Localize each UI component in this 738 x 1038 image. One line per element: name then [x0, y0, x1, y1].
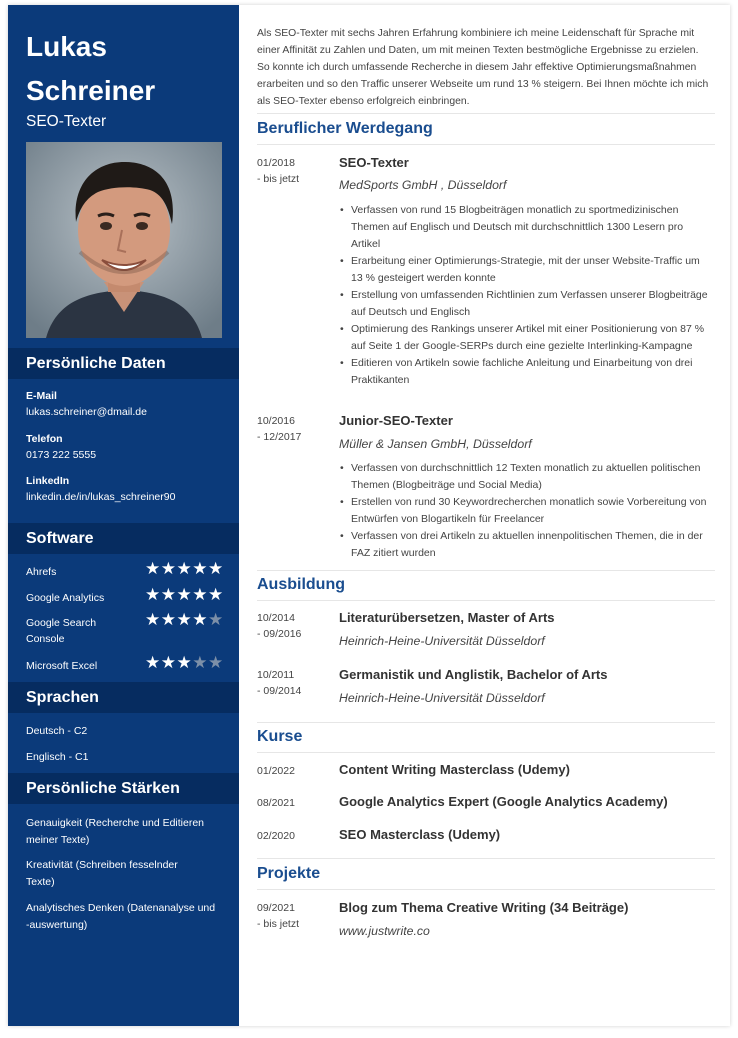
divider	[257, 858, 715, 859]
education-org: Heinrich-Heine-Universität Düsseldorf	[339, 634, 545, 648]
software-name: Google Analytics	[26, 592, 105, 604]
star-filled-icon: ★	[160, 559, 177, 579]
software-item	[26, 610, 226, 647]
star-filled-icon: ★	[145, 559, 161, 579]
sidebar	[8, 5, 239, 1026]
job-bullet: • Verfassen von durchschnittlich 12 Texten monatlich zu aktuellen politischen Themen (Blogbeiträge und Social Media)	[339, 460, 711, 494]
star-empty-icon: ★	[208, 653, 224, 673]
phone-label: Telefon	[26, 433, 63, 445]
project-link[interactable]: www.justwrite.co	[339, 924, 430, 938]
resume-page	[8, 5, 730, 1026]
job-date-to: - 12/2017	[257, 431, 302, 443]
star-filled-icon: ★	[145, 653, 161, 673]
education-date-from: 10/2014	[257, 612, 295, 624]
job-bullet: • Erarbeitung einer Optimierungs-Strategie, mit der unser Website-Traffic um 13 % gesteigert werden konnte	[339, 253, 711, 287]
star-filled-icon: ★	[145, 585, 161, 605]
job-date-from: 10/2016	[257, 415, 295, 427]
star-filled-icon: ★	[176, 585, 193, 605]
software-heading: Software	[8, 523, 239, 554]
job-org: Müller & Jansen GmbH, Düsseldorf	[339, 437, 532, 451]
star-filled-icon: ★	[176, 559, 193, 579]
software-name: Ahrefs	[26, 566, 57, 578]
job-bullet: • Erstellung von umfassenden Richtlinien zum Verfassen unserer Blogbeiträge auf Deutsch und Englisch	[339, 287, 711, 321]
person-role: SEO-Texter	[26, 113, 107, 130]
rating-stars	[145, 587, 224, 603]
course-date: 02/2020	[257, 830, 295, 842]
star-empty-icon: ★	[192, 653, 208, 673]
job-bullets	[339, 460, 711, 562]
divider	[257, 722, 715, 723]
education-org: Heinrich-Heine-Universität Düsseldorf	[339, 691, 545, 705]
course-title: Google Analytics Expert (Google Analytics Academy)	[339, 794, 668, 809]
education-date-to: - 09/2014	[257, 685, 302, 697]
linkedin-value[interactable]: linkedin.de/in/lukas_schreiner90	[26, 491, 176, 503]
email-label: E-Mail	[26, 390, 57, 402]
project-date-from: 09/2021	[257, 902, 295, 914]
rating-stars	[145, 612, 224, 628]
star-filled-icon: ★	[192, 559, 208, 579]
job-bullet: • Verfassen von rund 15 Blogbeiträgen monatlich zu sportmedizinischen Themen auf Englisch und Deutsch mit durchschnittlich 1300 Lesern pro Artikel	[339, 202, 711, 253]
star-filled-icon: ★	[176, 610, 193, 630]
education-title: Literaturübersetzen, Master of Arts	[339, 610, 555, 625]
job-bullet: • Editieren von Artikeln sowie fachliche Anleitung und Einarbeitung von drei Praktikanten	[339, 355, 711, 389]
email-value[interactable]: lukas.schreiner@dmail.de	[26, 406, 147, 418]
job-bullet: • Verfassen von drei Artikeln zu aktuellen innenpolitischen Themen, die in der FAZ zitiert wurden	[339, 528, 711, 562]
star-filled-icon: ★	[145, 610, 161, 630]
software-item	[26, 653, 226, 674]
project-date-to: - bis jetzt	[257, 918, 300, 930]
job-title: SEO-Texter	[339, 155, 409, 170]
course-title: Content Writing Masterclass (Udemy)	[339, 762, 570, 777]
star-empty-icon: ★	[208, 610, 224, 630]
job-bullet: • Optimierung des Rankings unserer Artikel mit einer Positionierung von 87 % auf Seite 1 der Google-SERPs durch eine gezielte Interlinking-Kampagne	[339, 321, 711, 355]
software-name: Microsoft Excel	[26, 660, 98, 672]
education-date-from: 10/2011	[257, 669, 295, 681]
job-date-to: - bis jetzt	[257, 173, 300, 185]
project-date	[257, 900, 327, 932]
courses-heading: Kurse	[257, 728, 715, 753]
course-date: 08/2021	[257, 797, 295, 809]
name-first: Lukas	[26, 31, 107, 62]
course-date: 01/2022	[257, 765, 295, 777]
star-filled-icon: ★	[160, 585, 177, 605]
projects-heading: Projekte	[257, 865, 715, 890]
education-heading: Ausbildung	[257, 576, 715, 601]
rating-stars	[145, 561, 224, 577]
education-date	[257, 610, 327, 642]
job-title: Junior-SEO-Texter	[339, 413, 453, 428]
strength-item: Analytisches Denken (Datenanalyse und -auswertung)	[26, 902, 216, 931]
education-date	[257, 667, 327, 699]
strength-item: Kreativität (Schreiben fesselnder Texte)	[26, 859, 178, 888]
intro-summary: Als SEO-Texter mit sechs Jahren Erfahrung kombiniere ich meine Leidenschaft für Sprache mit einer Affinität zu Zahlen und Daten, um mit meinen Texten bestmögliche Ergebnisse zu erzielen. So konnte ich durch umfassende Recherche in diesem Jahr effektive Optimierungsmaßnahmen erarbeiten und so den Traffic unserer Webseite um rund 13 % steigern. Bei Ihnen möchte ich mich als SEO-Texter ebenso erfolgreich einbringen.	[257, 28, 709, 107]
phone-value[interactable]: 0173 222 5555	[26, 449, 97, 461]
software-item	[26, 559, 226, 580]
star-filled-icon: ★	[192, 610, 208, 630]
job-date	[257, 155, 327, 187]
education-title: Germanistik und Anglistik, Bachelor of Arts	[339, 667, 608, 682]
divider	[257, 113, 715, 114]
experience-heading: Beruflicher Werdegang	[257, 120, 715, 145]
star-filled-icon: ★	[160, 610, 177, 630]
languages-heading: Sprachen	[8, 682, 239, 713]
education-date-to: - 09/2016	[257, 628, 302, 640]
strength-item: Genauigkeit (Recherche und Editieren meiner Texte)	[26, 817, 205, 846]
strengths-heading: Persönliche Stärken	[8, 773, 239, 804]
divider	[257, 570, 715, 571]
star-filled-icon: ★	[208, 559, 224, 579]
job-bullets	[339, 202, 711, 389]
person-name	[26, 25, 226, 113]
star-filled-icon: ★	[176, 653, 193, 673]
project-title: Blog zum Thema Creative Writing (34 Beiträge)	[339, 900, 629, 915]
software-item	[26, 585, 226, 606]
software-name: Google Search Console	[26, 617, 97, 645]
personal-data-heading: Persönliche Daten	[8, 348, 239, 379]
rating-stars	[145, 655, 224, 671]
star-filled-icon: ★	[208, 585, 224, 605]
job-org: MedSports GmbH , Düsseldorf	[339, 178, 507, 192]
job-date	[257, 413, 327, 445]
star-filled-icon: ★	[160, 653, 177, 673]
star-filled-icon: ★	[192, 585, 208, 605]
profile-photo	[26, 142, 222, 338]
name-last: Schreiner	[26, 75, 156, 106]
profile-photo-illustration	[26, 142, 222, 338]
language-item: Englisch - C1	[26, 751, 89, 763]
course-title: SEO Masterclass (Udemy)	[339, 827, 501, 842]
job-date-from: 01/2018	[257, 157, 295, 169]
linkedin-label: LinkedIn	[26, 475, 70, 487]
language-item: Deutsch - C2	[26, 725, 88, 737]
job-bullet: • Erstellen von rund 30 Keywordrecherchen monatlich sowie Vorbereitung von Entwürfen von Blogartikeln für Freelancer	[339, 494, 711, 528]
